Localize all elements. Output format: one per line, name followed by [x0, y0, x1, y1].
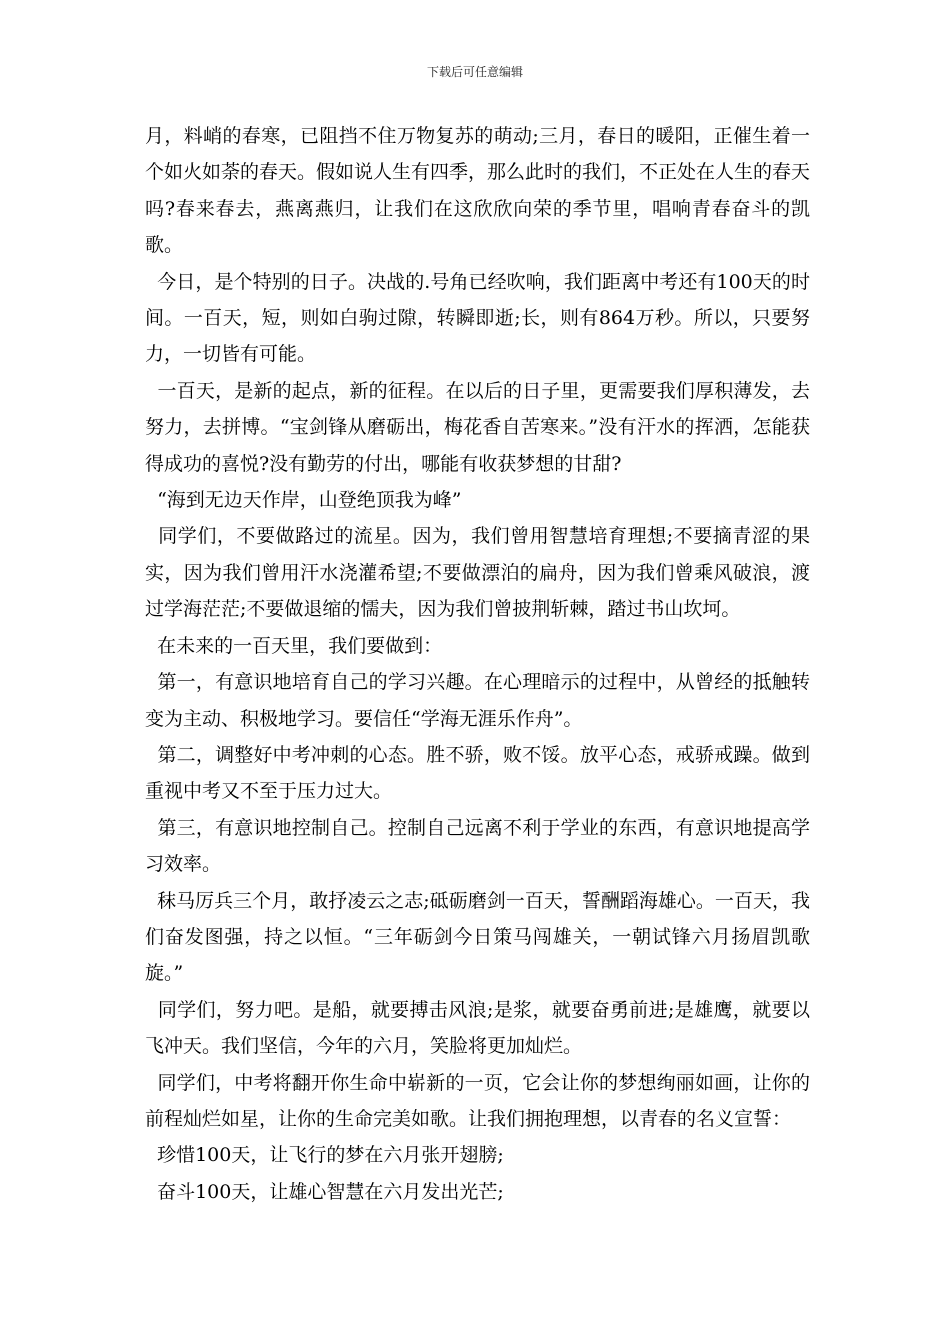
page-header: 下载后可任意编辑 [426, 65, 523, 79]
paragraph-work-hard: 同学们，努力吧。是船，就要搏击风浪;是浆，就要奋勇前进;是雄鹰，就要以飞冲天。我们坚信，今年的六月，笑脸将更加灿烂。 [145, 998, 810, 1058]
paragraph-oath-strive: 奋斗100天，让雄心智慧在六月发出光芒; [145, 1180, 504, 1203]
paragraph-new-start: 一百天，是新的起点，新的征程。在以后的日子里，更需要我们厚积薄发，去努力，去拼博。“宝剑锋从磨砺出，梅花香自苦寒来。”没有汗水的挥洒，怎能获得成功的喜悦?没有勤劳的付出，哪能有收获梦想的甘甜? [145, 379, 810, 475]
paragraph-oath-intro: 同学们，中考将翻开你生命中崭新的一页，它会让你的梦想绚丽如画，让你的前程灿烂如星，让你的生命完美如歌。让我们拥抱理想，以青春的名义宣誓： [145, 1071, 810, 1130]
paragraph-goal-first: 第一，有意识地培育自己的学习兴趣。在心理暗示的过程中，从曾经的抵触转变为主动、积极地学习。要信任“学海无涯乐作舟”。 [145, 671, 810, 730]
paragraph-countdown: 今日，是个特别的日子。决战的.号角已经吹响，我们距离中考还有100天的时间。一百天，短，则如白驹过隙，转瞬即逝;长，则有864万秒。所以，只要努力，一切皆有可能。 [145, 270, 810, 366]
paragraph-quote-sea: “海到无边天作岸，山登绝顶我为峰” [145, 489, 462, 512]
paragraph-future-goals: 在未来的一百天里，我们要做到： [145, 634, 443, 657]
paragraph-goal-third: 第三，有意识地控制自己。控制自己远离不利于学业的东西，有意识地提高学习效率。 [145, 816, 810, 876]
paragraph-prepare: 秣马厉兵三个月，敢抒凌云之志;砥砺磨剑一百天，誓酬蹈海雄心。一百天，我们奋发图强，持之以恒。“三年砺剑今日策马闯雄关，一朝试锋六月扬眉凯歌旋。” [145, 889, 810, 985]
document-body [145, 118, 810, 1210]
paragraph-oath-cherish: 珍惜100天，让飞行的梦在六月张开翅膀; [145, 1144, 504, 1167]
paragraph-classmates-meteor: 同学们，不要做路过的流星。因为，我们曾用智慧培育理想;不要摘青涩的果实，因为我们曾用汗水浇灌希望;不要做漂泊的扁舟，因为我们曾乘风破浪，渡过学海茫茫;不要做退缩的懦夫，因为我们曾披荆斩棘，踏过书山坎坷。 [145, 525, 810, 621]
paragraph-goal-second: 第二，调整好中考冲刺的心态。胜不骄，败不馁。放平心态，戒骄戒躁。做到重视中考又不至于压力过大。 [145, 743, 810, 803]
paragraph-spring-intro: 月，料峭的春寒，已阻挡不住万物复苏的萌动;三月，春日的暖阳，正催生着一个如火如荼的春天。假如说人生有四季，那么此时的我们，不正处在人生的春天吗?春来春去，燕离燕归，让我们在这欣欣向荣的季节里，唱响青春奋斗的凯歌。 [145, 125, 811, 257]
